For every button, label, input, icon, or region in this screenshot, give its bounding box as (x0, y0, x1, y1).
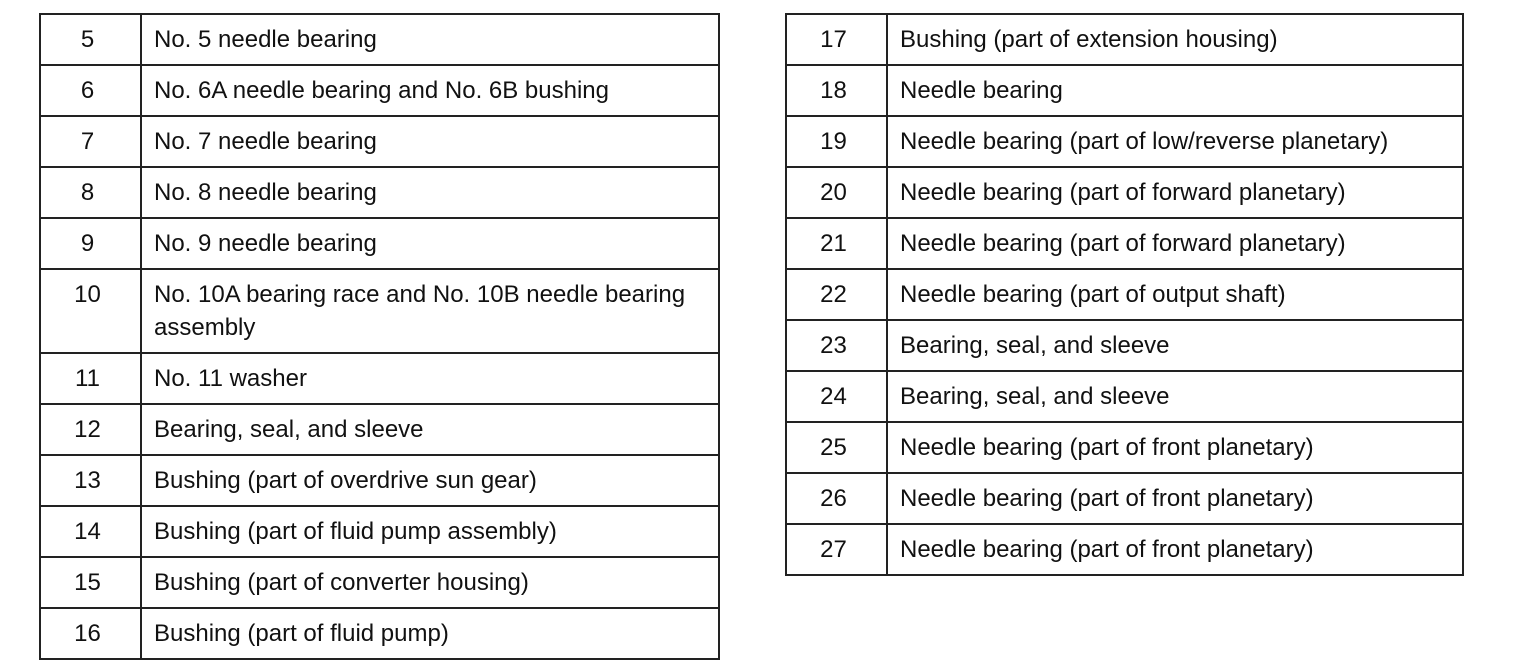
item-description: Needle bearing (part of front planetary) (887, 422, 1463, 473)
table-row (40, 404, 719, 455)
table-row (40, 353, 719, 404)
item-number: 6 (40, 65, 141, 116)
item-number: 27 (786, 524, 887, 575)
item-description: No. 5 needle bearing (141, 14, 719, 65)
table-row (786, 14, 1463, 65)
item-description: Bushing (part of fluid pump assembly) (141, 506, 719, 557)
item-description: Needle bearing (part of low/reverse planetary) (887, 116, 1463, 167)
parts-legend-table-left (39, 13, 720, 660)
item-number: 10 (40, 269, 141, 353)
table-row (40, 506, 719, 557)
table-row (786, 65, 1463, 116)
table-row (786, 116, 1463, 167)
table-row (40, 557, 719, 608)
item-number: 7 (40, 116, 141, 167)
item-number: 11 (40, 353, 141, 404)
item-description: Bushing (part of overdrive sun gear) (141, 455, 719, 506)
table-row (40, 14, 719, 65)
item-number: 19 (786, 116, 887, 167)
item-number: 13 (40, 455, 141, 506)
item-description: No. 11 washer (141, 353, 719, 404)
item-description: Needle bearing (887, 65, 1463, 116)
table-row (786, 473, 1463, 524)
item-number: 26 (786, 473, 887, 524)
item-number: 23 (786, 320, 887, 371)
item-description: No. 8 needle bearing (141, 167, 719, 218)
item-description: Needle bearing (part of forward planetary) (887, 218, 1463, 269)
item-number: 21 (786, 218, 887, 269)
item-description: Bearing, seal, and sleeve (887, 320, 1463, 371)
item-number: 22 (786, 269, 887, 320)
item-number: 24 (786, 371, 887, 422)
parts-legend-table-right (785, 13, 1464, 576)
item-description: Bearing, seal, and sleeve (887, 371, 1463, 422)
table-row (40, 167, 719, 218)
item-number: 12 (40, 404, 141, 455)
item-description: Needle bearing (part of front planetary) (887, 524, 1463, 575)
table-row (786, 371, 1463, 422)
item-description: No. 7 needle bearing (141, 116, 719, 167)
item-description: Bearing, seal, and sleeve (141, 404, 719, 455)
item-number: 17 (786, 14, 887, 65)
item-description: Needle bearing (part of forward planetary) (887, 167, 1463, 218)
item-description: No. 10A bearing race and No. 10B needle bearing assembly (141, 269, 719, 353)
item-number: 15 (40, 557, 141, 608)
item-number: 9 (40, 218, 141, 269)
item-description: Bushing (part of fluid pump) (141, 608, 719, 659)
item-number: 20 (786, 167, 887, 218)
item-number: 25 (786, 422, 887, 473)
table-row (40, 455, 719, 506)
item-description: Bushing (part of converter housing) (141, 557, 719, 608)
table-row (40, 65, 719, 116)
table-row (786, 320, 1463, 371)
item-number: 5 (40, 14, 141, 65)
item-number: 14 (40, 506, 141, 557)
table-row (786, 167, 1463, 218)
item-number: 18 (786, 65, 887, 116)
table-row (786, 269, 1463, 320)
item-number: 16 (40, 608, 141, 659)
table-row (40, 116, 719, 167)
table-row (786, 524, 1463, 575)
item-description: Needle bearing (part of front planetary) (887, 473, 1463, 524)
table-row (786, 218, 1463, 269)
table-row (40, 218, 719, 269)
item-description: No. 6A needle bearing and No. 6B bushing (141, 65, 719, 116)
table-row (40, 269, 719, 353)
item-description: Bushing (part of extension housing) (887, 14, 1463, 65)
item-description: No. 9 needle bearing (141, 218, 719, 269)
item-number: 8 (40, 167, 141, 218)
table-row (40, 608, 719, 659)
item-description: Needle bearing (part of output shaft) (887, 269, 1463, 320)
table-row (786, 422, 1463, 473)
